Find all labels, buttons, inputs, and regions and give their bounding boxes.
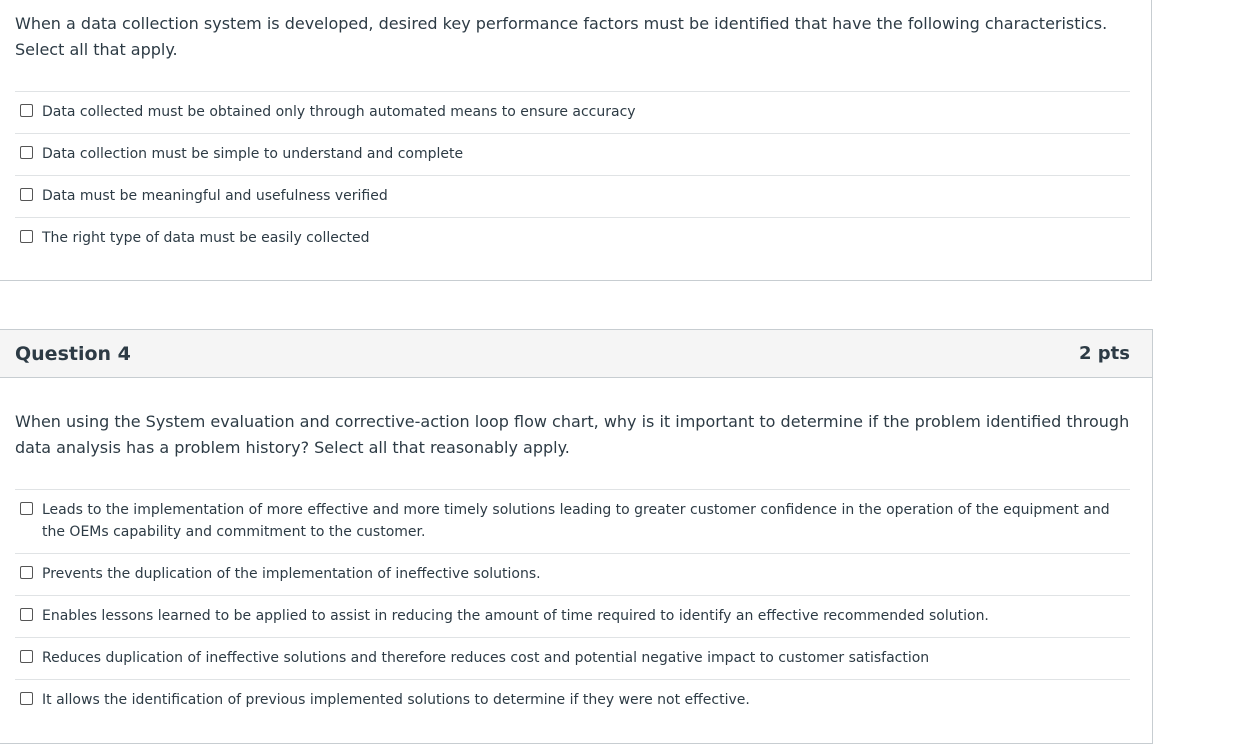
answer-label: Reduces duplication of ineffective solutions and therefore reduces cost and potential negative impact to customer satisfaction bbox=[42, 650, 930, 666]
answer-label: The right type of data must be easily collected bbox=[42, 230, 370, 246]
question-3-card bbox=[0, 0, 1152, 281]
checkbox[interactable] bbox=[20, 104, 33, 117]
answer-option[interactable] bbox=[15, 679, 1130, 721]
answer-option[interactable] bbox=[15, 595, 1130, 637]
answer-label: Enables lessons learned to be applied to assist in reducing the amount of time required to identify an effective recommended solution. bbox=[42, 608, 989, 624]
checkbox[interactable] bbox=[20, 566, 33, 579]
checkbox[interactable] bbox=[20, 608, 33, 621]
answer-option[interactable] bbox=[15, 217, 1130, 259]
answer-label: Leads to the implementation of more effective and more timely solutions leading to greater customer confidence in the operation of the equipment and the OEMs capability and commitment to the customer. bbox=[42, 502, 1110, 540]
answer-option[interactable] bbox=[15, 553, 1130, 595]
answer-option[interactable] bbox=[15, 175, 1130, 217]
answer-option[interactable] bbox=[15, 489, 1130, 553]
checkbox[interactable] bbox=[20, 650, 33, 663]
answer-option[interactable] bbox=[15, 637, 1130, 679]
question-4-card bbox=[0, 329, 1153, 744]
checkbox[interactable] bbox=[20, 146, 33, 159]
answer-label: Data collected must be obtained only through automated means to ensure accuracy bbox=[42, 104, 636, 120]
question-header bbox=[0, 330, 1152, 378]
checkbox[interactable] bbox=[20, 188, 33, 201]
answer-label: Data collection must be simple to understand and complete bbox=[42, 146, 464, 162]
answer-option[interactable] bbox=[15, 91, 1130, 133]
question-3-text: When a data collection system is developed, desired key performance factors must be identified that have the following characteristics. Select all that apply. bbox=[15, 14, 1108, 59]
question-4-answers bbox=[15, 489, 1130, 721]
question-title: Question 4 bbox=[15, 342, 131, 365]
question-points: 2 pts bbox=[1079, 343, 1130, 364]
question-4-text: When using the System evaluation and corrective-action loop flow chart, why is it important to determine if the problem identified through data analysis has a problem history? Select all that reasonably apply. bbox=[15, 412, 1130, 457]
answer-label: It allows the identification of previous implemented solutions to determine if they were not effective. bbox=[42, 692, 750, 708]
checkbox[interactable] bbox=[20, 692, 33, 705]
question-3-answers bbox=[15, 91, 1130, 259]
checkbox[interactable] bbox=[20, 502, 33, 515]
checkbox[interactable] bbox=[20, 230, 33, 243]
answer-label: Prevents the duplication of the implementation of ineffective solutions. bbox=[42, 566, 541, 582]
answer-label: Data must be meaningful and usefulness verified bbox=[42, 188, 388, 204]
answer-option[interactable] bbox=[15, 133, 1130, 175]
